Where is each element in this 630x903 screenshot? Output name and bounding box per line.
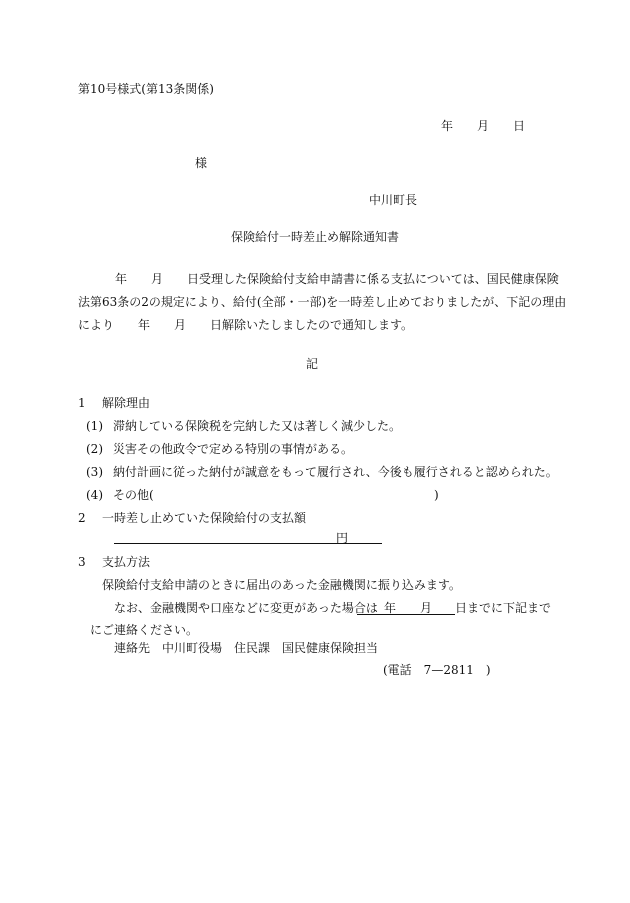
section1-number: 1 (78, 396, 86, 410)
reason-item-2-text: 災害その他政令で定める特別の事情がある。 (113, 442, 354, 456)
reason-item-4-text: その他( (113, 488, 154, 502)
amount-unit: 円 (336, 531, 349, 545)
form-header: 第10号様式(第13条関係) (78, 82, 214, 96)
section3-number: 3 (78, 555, 86, 569)
document-title: 保険給付一時差止め解除通知書 (231, 230, 400, 244)
recipient-suffix: 様 (195, 156, 208, 170)
phone-line: (電話 7—2811 ) (383, 663, 491, 677)
issuer: 中川町長 (369, 193, 418, 207)
payment-line-1: 保険給付支給申請のときに届出のあった金融機関に振り込みます。 (102, 578, 461, 592)
payment-line-2-year: 年 (384, 601, 397, 615)
ki-marker: 記 (306, 357, 319, 371)
date-line: 年 月 日 (441, 119, 526, 133)
reason-item-1-number: (1) (86, 419, 103, 433)
payment-line-2-month: 月 (420, 601, 433, 615)
section1-heading: 解除理由 (102, 396, 151, 410)
amount-underline (114, 543, 382, 544)
reason-item-1-text: 滞納している保険税を完納した又は著しく減少した。 (113, 419, 402, 433)
payment-line-3: にご連絡ください。 (90, 623, 199, 637)
payment-deadline-underline (357, 614, 455, 615)
payment-line-2-pre: なお、金融機関や口座などに変更があった場合は (114, 601, 378, 615)
payment-line-2-day: 日までに下記まで (455, 601, 552, 615)
section2-heading: 一時差し止めていた保険給付の支払額 (102, 511, 307, 525)
reason-item-4-close: ) (434, 488, 439, 502)
body-line-1: 年 月 日受理した保険給付支給申請書に係る支払については、国民健康保険 (115, 272, 559, 286)
reason-item-2-number: (2) (86, 442, 103, 456)
contact-line: 連絡先 中川町役場 住民課 国民健康保険担当 (114, 641, 379, 655)
section2-number: 2 (78, 511, 86, 525)
body-line-2: 法第63条の2の規定により、給付(全部・一部)を一時差し止めておりましたが、下記の理由 (78, 295, 567, 309)
reason-item-3-text: 納付計画に従った納付が誠意をもって履行され、今後も履行されると認められた。 (113, 465, 558, 479)
reason-item-3-number: (3) (86, 465, 103, 479)
section3-heading: 支払方法 (102, 555, 151, 569)
body-line-3: により 年 月 日解除いたしましたので通知します。 (78, 318, 414, 332)
reason-item-4-number: (4) (86, 488, 103, 502)
